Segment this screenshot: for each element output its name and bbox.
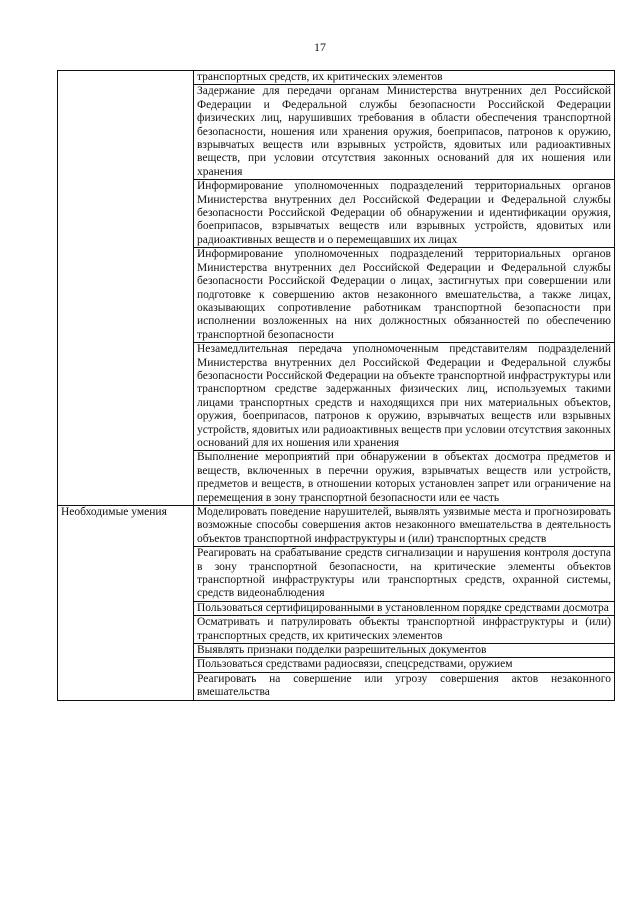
table-cell: Реагировать на совершение или угрозу совершения актов незаконного вмешательства [194,672,615,700]
table-cell: Пользоваться сертифицированными в установленном порядке средствами досмотра [194,601,615,615]
table-cell: транспортных средств, их критических элементов [194,71,615,85]
table-cell: Выявлять признаки подделки разрешительных документов [194,644,615,658]
table-cell: Задержание для передачи органам Министерства внутренних дел Российской Федерации и Федеральной службы безопасности Российской Федерации физических лиц, нарушивших требования в области обеспечения транспортной безопасности, ношения или хранения оружия, боеприпасов, патронов к оружию, взрывчатых веществ или взрывных устройств, ядовитых или радиоактивных веществ, при условии отсутствия законных оснований для их ношения или хранения [194,85,615,180]
label-cell-empty [58,71,194,506]
skills-label-cell [58,506,194,701]
table-row [58,506,615,547]
table-cell: Выполнение мероприятий при обнаружении в объектах досмотра предметов и веществ, включенных в перечни оружия, взрывчатых веществ или устройств, предметов и веществ, в отношении которых установлен запрет или ограничение на перемещения в зону транспортной безопасности или ее часть [194,451,615,506]
table-row [58,71,615,85]
table-cell: Информирование уполномоченных подразделений территориальных органов Министерства внутренних дел Российской Федерации и Федеральной службы безопасности Российской Федерации об обнаружении и идентификации оружия, боеприпасов, взрывчатых веществ или взрывных устройств, ядовитых или радиоактивных веществ и о перемещавших их лицах [194,180,615,248]
table-cell: Пользоваться средствами радиосвязи, спецсредствами, оружием [194,658,615,672]
table-cell: Информирование уполномоченных подразделений территориальных органов Министерства внутренних дел Российской Федерации и Федеральной службы безопасности Российской Федерации о лицах, застигнутых при совершении или подготовке к совершению актов незаконного вмешательства, а также лицах, оказывающих сопротивление работникам транспортной безопасности при исполнении возложенных на них должностных обязанностей по обеспечению транспортной безопасности [194,248,615,343]
table-cell: Моделировать поведение нарушителей, выявлять уязвимые места и прогнозировать возможные способы совершения актов незаконного вмешательства в деятельность объектов транспортной инфраструктуры и (или) транспортных средств [194,506,615,547]
table-cell: Реагировать на срабатывание средств сигнализации и нарушения контроля доступа в зону транспортной безопасности, на критические элементы объектов транспортной инфраструктуры или транспортных средств, охранной системы, средств видеонаблюдения [194,547,615,602]
skills-label: Необходимые умения [61,506,167,518]
table-cell: Осматривать и патрулировать объекты транспортной инфраструктуры и (или) транспортных средств, их критических элементов [194,616,615,644]
page-number: 17 [314,40,326,54]
requirements-table [57,70,615,701]
table-cell: Незамедлительная передача уполномоченным представителям подразделений Министерства внутренних дел Российской Федерации и Федеральной службы безопасности Российской Федерации на объекте транспортной инфраструктуры или транспортном средстве задержанных физических лиц, используемых такими лицами транспортных средств и находящихся при них материальных объектов, оружия, боеприпасов, патронов к оружию, взрывчатых веществ или взрывных устройств, ядовитых или радиоактивных веществ при условии отсутствия законных оснований для их ношения или хранения [194,343,615,451]
